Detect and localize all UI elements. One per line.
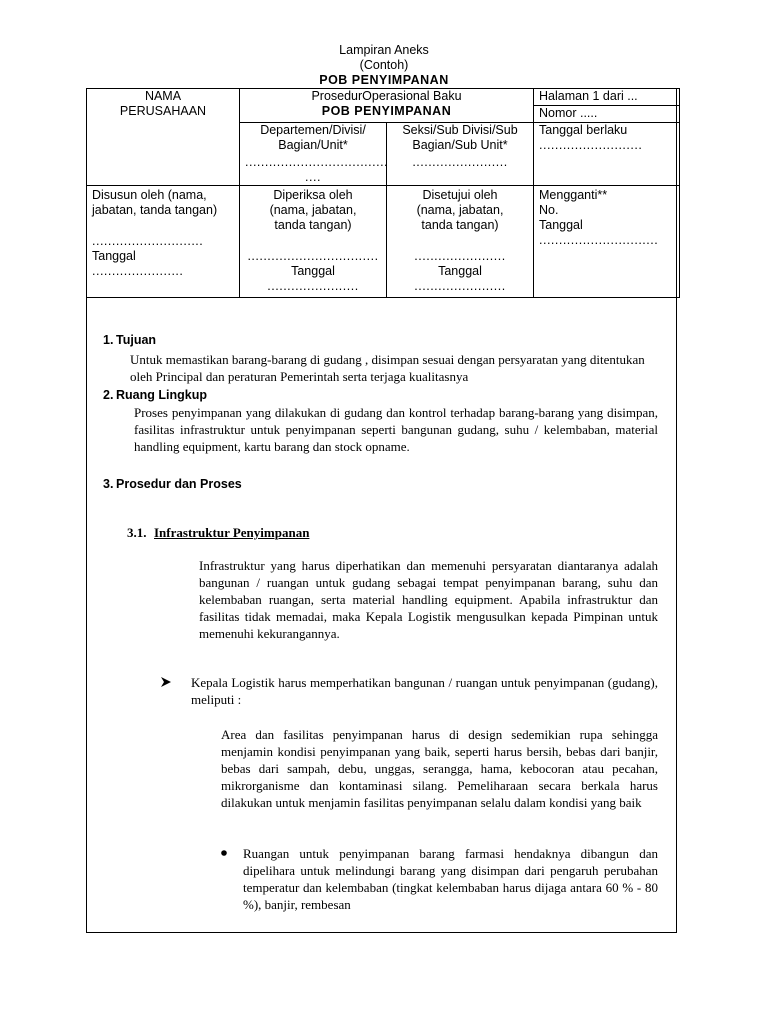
section-unit-cell (387, 123, 534, 186)
reviewed-date-dots: ....................... (267, 279, 359, 293)
replaces-label: Mengganti** (539, 188, 608, 202)
arrow-item-text: Kepala Logistik harus memperhatikan bangunan / ruangan untuk penyimpanan (gudang), meliputi : (191, 675, 658, 707)
document-title: POB PENYIMPANAN (319, 73, 449, 87)
effective-date-dots: .......................... (539, 138, 643, 152)
department-dots: .................................... (245, 155, 389, 169)
subsection-3-1-title: Infrastruktur Penyimpanan (154, 525, 310, 540)
effective-date-cell (534, 123, 680, 186)
area-facility-text: Area dan fasilitas penyimpanan harus di design sedemikian rupa sehingga menjamin kondisi penyimpanan yang baik, seperti harus bersih, bebas dari banjir, bebas dari sampah, debu, unggas, serangga, hama, kebocoran atau pecahan, mikrorganisme dan kontaminasi silang. Pemeliharaan secara berkala harus dilakukan untuk menjamin fasilitas penyimpanan selalu dalam kondisi yang baik (221, 727, 658, 810)
prepared-date-dots: ....................... (92, 264, 184, 278)
department-label: Departemen/Divisi/ Bagian/Unit* (260, 123, 366, 152)
reviewed-by-cell (240, 186, 387, 298)
prepared-by-label: Disusun oleh (nama, jabatan, tanda tangan) (92, 188, 218, 217)
approved-date-dots: ....................... (414, 279, 506, 293)
replaces-date-label: Tanggal (539, 218, 583, 232)
prepared-by-dots: ............................ (92, 234, 204, 248)
example-label: (Contoh) (359, 58, 409, 72)
prepared-by-cell (87, 186, 240, 298)
department-cell (240, 123, 387, 186)
approved-by-cell (387, 186, 534, 298)
section-1-body: Untuk memastikan barang-barang di gudang , disimpan sesuai dengan persyaratan yang ditentukan oleh Principal dan peraturan Pemerintah serta terjaga kualitasnya (130, 352, 645, 384)
section-2-number: 2. (103, 388, 114, 402)
bullet-item-text: Ruangan untuk penyimpanan barang farmasi hendaknya dibangun dan dipelihara untuk melindungi barang yang disimpan dari pengaruh perubahan temperatur dan kelembaban (tingkat kelembaban harus dijaga antara 60 % - 80 %), banjir, rembesan (243, 846, 658, 912)
department-dots-cont: .... (305, 170, 321, 184)
approved-by-label: Disetujui oleh (nama, jabatan, tanda tangan) (416, 188, 504, 232)
section-unit-label: Seksi/Sub Divisi/Sub Bagian/Sub Unit* (402, 123, 518, 152)
page-number-cell: Halaman 1 dari ... (534, 89, 680, 106)
annex-label: Lampiran Aneks (339, 43, 429, 57)
company-cell (87, 89, 240, 186)
approved-by-dots: ....................... (414, 249, 506, 263)
section-2-body: Proses penyimpanan yang dilakukan di gudang dan kontrol terhadap barang-barang yang disimpan, fasilitas infrastruktur untuk penyimpanan seperti bangunan gudang, suhu / kelembaban, material handling equipment, kartu barang dan stock opname. (134, 405, 658, 454)
reviewed-date-label: Tanggal (291, 264, 335, 278)
procedure-title: ProsedurOperasional Baku (311, 89, 462, 103)
section-1-title: Tujuan (116, 333, 157, 347)
company-name: NAMA PERUSAHAAN (119, 89, 207, 118)
replaces-date-dots: .............................. (539, 233, 659, 247)
replaces-cell (534, 186, 680, 298)
procedure-cell (240, 89, 534, 123)
subsection-3-1-body: Infrastruktur yang harus diperhatikan dan memenuhi persyaratan diantaranya adalah bangunan / ruangan untuk gudang sebagai tempat penyimpanan barang, suhu dan kelembaban ruangan, serta material handling equipment. Apabila infrastruktur dan fasilitas tidak memadai, maka Kepala Logistik mengusulkan kepada Pimpinan untuk memenuhi kekurangannya. (199, 558, 658, 641)
reviewed-by-dots: ................................. (247, 249, 379, 263)
document-number-cell: Nomor ..... (534, 106, 680, 123)
header-table (86, 88, 680, 298)
section-3-number: 3. (103, 477, 114, 491)
section-3-title: Prosedur dan Proses (116, 477, 242, 491)
procedure-name: POB PENYIMPANAN (321, 104, 452, 118)
section-2-title: Ruang Lingkup (116, 388, 207, 402)
prepared-date-label: Tanggal (92, 249, 136, 263)
subsection-3-1-number: 3.1. (127, 525, 147, 540)
arrow-bullet-icon (160, 676, 172, 691)
bullet-icon (221, 846, 229, 861)
reviewed-by-label: Diperiksa oleh (nama, jabatan, tanda tangan) (269, 188, 357, 232)
replaces-number-label: No. (539, 203, 559, 217)
section-unit-dots: ........................ (412, 155, 508, 169)
section-1-number: 1. (103, 333, 114, 347)
approved-date-label: Tanggal (438, 264, 482, 278)
effective-date-label: Tanggal berlaku (539, 123, 628, 137)
